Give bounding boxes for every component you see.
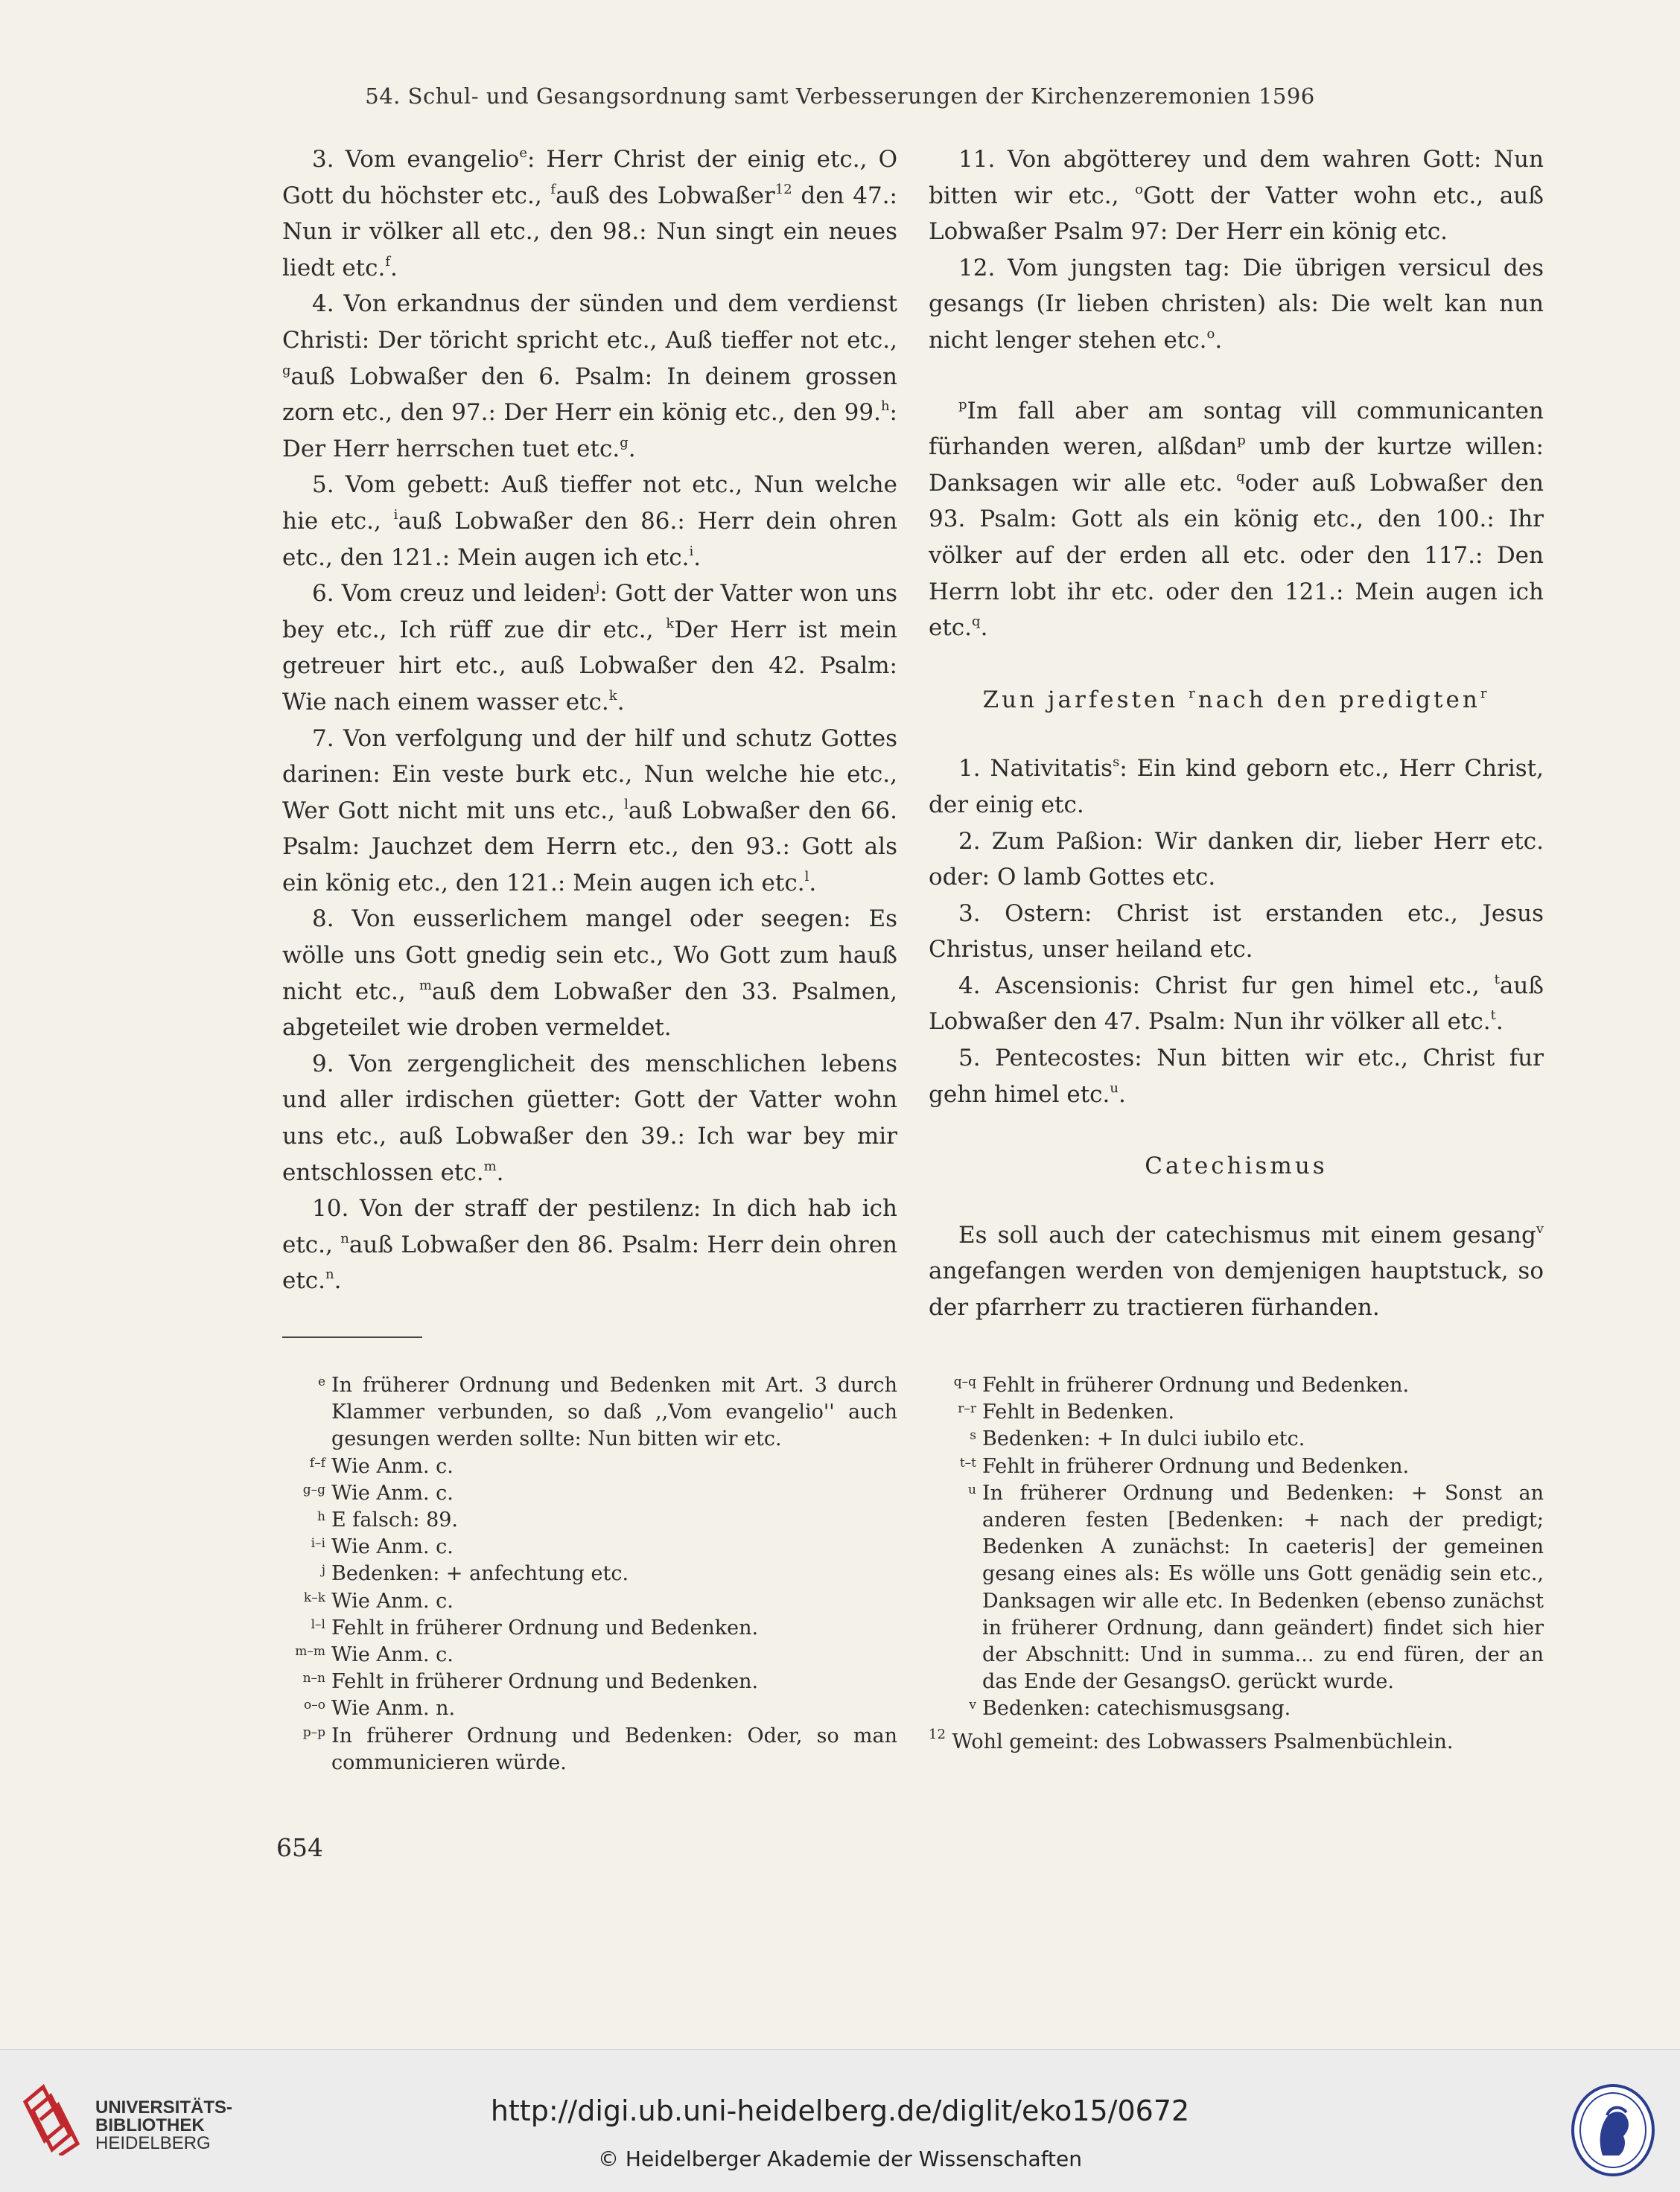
footnote bbox=[282, 1723, 897, 1777]
body-paragraph bbox=[282, 141, 897, 286]
body-paragraph bbox=[929, 393, 1544, 646]
footnote-mark: o–o bbox=[304, 1698, 325, 1713]
note-marker: m bbox=[419, 977, 432, 993]
page-number: 654 bbox=[276, 1833, 323, 1862]
body-paragraph bbox=[282, 721, 897, 902]
body-paragraph bbox=[282, 286, 897, 467]
footnote bbox=[929, 1399, 1544, 1426]
text-run: 4. Von erkandnus der sünden und dem verdienst Christi: Der töricht spricht etc., Auß tieffer not etc., bbox=[282, 290, 897, 354]
text-run: 5. Pentecostes: Nun bitten wir etc., Christ fur gehn himel etc. bbox=[929, 1045, 1544, 1108]
right-paragraphs-a bbox=[929, 141, 1544, 359]
body-paragraph bbox=[929, 823, 1544, 896]
text-run: Zun jarfesten bbox=[982, 686, 1189, 713]
footnotes-right-list bbox=[929, 1372, 1544, 1723]
note-marker: o bbox=[1135, 181, 1143, 197]
text-run: Der Herr ist mein getreuer hirt etc., auß Lobwaßer den 42. Psalm: Wie nach einem wasser etc. bbox=[282, 616, 897, 716]
text-run: : Ein kind geborn etc., Herr Christ, der einig etc. bbox=[929, 755, 1544, 818]
footnote-mark: k–k bbox=[303, 1590, 325, 1605]
text-run: Gott der Vatter wohn etc., auß Lobwaßer Psalm 97: Der Herr ein könig etc. bbox=[929, 182, 1544, 246]
footnote bbox=[282, 1534, 897, 1561]
footnote-mark: 12 bbox=[929, 1726, 946, 1742]
note-marker: n bbox=[325, 1267, 334, 1283]
footnote-text: Bedenken: + anfechtung etc. bbox=[331, 1562, 629, 1586]
body-paragraph bbox=[282, 1191, 897, 1299]
footnote-mark: m–m bbox=[295, 1644, 325, 1660]
footnote bbox=[929, 1480, 1544, 1696]
note-marker: n bbox=[340, 1230, 349, 1246]
footnote bbox=[282, 1453, 897, 1480]
note-marker: l bbox=[804, 868, 809, 885]
note-marker: 12 bbox=[774, 181, 792, 197]
note-marker: r bbox=[1480, 685, 1490, 701]
note-marker: t bbox=[1490, 1007, 1496, 1024]
footnote-text: In früherer Ordnung und Bedenken mit Art. 3 durch Klammer verbunden, so daß ,,Vom evangelio'' auch gesungen werden sollte: Nun bitten wir etc. bbox=[331, 1374, 897, 1451]
note-marker: q bbox=[972, 614, 981, 630]
text-run: umb der kurtze willen: Danksagen wir alle etc. bbox=[929, 433, 1544, 497]
note-marker: i bbox=[689, 543, 694, 559]
footnote-text: Bedenken: + In dulci iubilo etc. bbox=[982, 1427, 1305, 1451]
library-name-line: UNIVERSITÄTS- bbox=[95, 2097, 233, 2118]
footnote-text: Wie Anm. c. bbox=[331, 1481, 454, 1505]
note-marker: v bbox=[1536, 1220, 1544, 1237]
text-run: 9. Von zergenglicheit des menschlichen lebens und aller irdischen güetter: Gott der Vatter wohn uns etc., auß Lobwaßer den 39.: Ich war bey mir entschlossen etc. bbox=[282, 1050, 897, 1186]
body-paragraph bbox=[929, 141, 1544, 250]
text-run: 6. Vom creuz und leiden bbox=[312, 580, 596, 608]
note-marker: f bbox=[385, 253, 391, 270]
text-run: 5. Vom gebett: Auß tieffer not etc., Nun welche hie etc., bbox=[282, 471, 897, 535]
note-marker: o bbox=[1206, 325, 1215, 342]
footnote-text: Wie Anm. c. bbox=[331, 1535, 454, 1559]
footnote bbox=[282, 1615, 897, 1642]
footnote-mark: h bbox=[317, 1509, 325, 1525]
text-run: . bbox=[1118, 1080, 1126, 1108]
footnote-mark: i–i bbox=[311, 1536, 325, 1552]
footnote-mark: u bbox=[968, 1482, 976, 1497]
body-paragraph bbox=[929, 968, 1544, 1040]
left-text-column bbox=[282, 141, 897, 1299]
footnote-text: Fehlt in früherer Ordnung und Bedenken. bbox=[331, 1670, 759, 1694]
footnote bbox=[282, 1642, 897, 1669]
note-marker: h bbox=[880, 398, 890, 415]
right-paragraphs-d bbox=[929, 1217, 1544, 1326]
footnote bbox=[282, 1695, 897, 1722]
footnote bbox=[929, 1372, 1544, 1399]
note-marker: l bbox=[624, 796, 629, 812]
body-paragraph bbox=[282, 1046, 897, 1191]
section-heading-catechism bbox=[929, 1148, 1544, 1185]
text-run: . bbox=[617, 688, 625, 716]
footnote-text: Wie Anm. c. bbox=[331, 1589, 454, 1613]
text-run: auß dem Lobwaßer den 33. Psalmen, abgeteilet wie droben vermeldet. bbox=[282, 978, 898, 1042]
footnote-text: Fehlt in früherer Ordnung und Bedenken. bbox=[982, 1454, 1410, 1478]
footnote-mark: r–r bbox=[958, 1401, 976, 1417]
left-paragraphs bbox=[282, 141, 897, 1299]
note-marker: j bbox=[595, 579, 600, 596]
note-marker: i bbox=[393, 506, 398, 523]
footnote bbox=[282, 1480, 897, 1507]
note-marker: k bbox=[608, 687, 617, 704]
text-run: . bbox=[1215, 326, 1223, 354]
text-run: Es soll auch der catechismus mit einem gesang bbox=[958, 1221, 1536, 1249]
note-marker: t bbox=[1494, 971, 1500, 987]
body-paragraph bbox=[282, 576, 897, 720]
text-run: auß des Lobwaßer bbox=[556, 182, 775, 209]
text-run: 3. Ostern: Christ ist erstanden etc., Jesus Christus, unser heiland etc. bbox=[929, 899, 1544, 963]
footnote bbox=[282, 1588, 897, 1615]
footnotes-left bbox=[282, 1372, 897, 1777]
text-run: . bbox=[628, 435, 636, 462]
footnote-text: Bedenken: catechismusgsang. bbox=[982, 1697, 1291, 1721]
text-run: . bbox=[980, 614, 988, 642]
note-marker: p bbox=[958, 396, 967, 412]
footnote-text: In früherer Ordnung und Bedenken: Oder, so man communicieren würde. bbox=[331, 1724, 897, 1774]
footnote-rule bbox=[282, 1336, 422, 1338]
footnote-mark: v bbox=[969, 1698, 976, 1713]
footnote-text: Wie Anm. c. bbox=[331, 1643, 454, 1667]
right-text-column bbox=[929, 141, 1544, 1326]
footnote-mark: t–t bbox=[959, 1455, 976, 1471]
note-marker: m bbox=[483, 1158, 497, 1174]
text-run: auß Lobwaßer den 86. Psalm: Herr dein ohren etc. bbox=[282, 1231, 897, 1295]
footnote-text: Fehlt in Bedenken. bbox=[982, 1401, 1175, 1424]
text-run: . bbox=[1495, 1008, 1504, 1036]
text-run: 1. Nativitatis bbox=[958, 755, 1113, 783]
section-heading-feasts bbox=[929, 682, 1544, 719]
text-run: 8. Von eusserlichem mangel oder seegen: Es wölle uns Gott gnedig sein etc., Wo Gott zum hauß nicht etc., bbox=[282, 905, 897, 1005]
footnote-text: E falsch: 89. bbox=[331, 1508, 459, 1532]
text-run: : Der Herr herrschen tuet etc. bbox=[282, 399, 897, 462]
footnote-text: In früherer Ordnung und Bedenken: + Sonst an anderen festen [Bedenken: + nach der predigt; Bedenken A zunächst: In caeteris] der gemeinen gesang eines als: Es wölle uns Gott genädig sein etc., Danksagen wir alle etc. In Bedenken (ebenso zunächst in früherer Ordnung, dann geändert) findet sich hier der Abschnitt: Und in summa... zu end füren, der an das Ende der GesangsO. gerückt wurde. bbox=[982, 1481, 1544, 1694]
note-marker: e bbox=[519, 145, 527, 161]
text-run: . bbox=[693, 544, 701, 571]
right-paragraphs-c bbox=[929, 751, 1544, 1112]
text-run: auß Lobwaßer den 66. Psalm: Jauchzet dem Herrn etc., den 93.: Gott als ein könig etc., den 121.: Mein augen ich etc. bbox=[282, 797, 897, 896]
text-run: 2. Zum Paßion: Wir danken dir, lieber Herr etc. oder: O lamb Gottes etc. bbox=[929, 827, 1544, 891]
footnote-mark: g–g bbox=[302, 1482, 325, 1497]
footnote-text: Fehlt in früherer Ordnung und Bedenken. bbox=[982, 1374, 1410, 1397]
text-run: . bbox=[809, 869, 817, 896]
footnote-text: Fehlt in früherer Ordnung und Bedenken. bbox=[331, 1616, 759, 1640]
footnotes-right bbox=[929, 1372, 1544, 1756]
footnote-mark: n–n bbox=[302, 1671, 325, 1686]
copyright-notice: © Heidelberger Akademie der Wissenschaften bbox=[597, 2147, 1082, 2171]
text-run: 12. Vom jungsten tag: Die übrigen versicul des gesangs (Ir lieben christen) als: Die welt kan nun nicht lenger stehen etc. bbox=[929, 254, 1544, 354]
text-run: 10. Von der straff der pestilenz: In dich hab ich etc., bbox=[282, 1195, 897, 1258]
note-marker: f bbox=[550, 181, 556, 197]
right-paragraphs-b bbox=[929, 393, 1544, 646]
body-paragraph bbox=[929, 250, 1544, 359]
paragraph-gap bbox=[929, 359, 1544, 393]
text-run: Im fall aber am sontag vill communicanten fürhanden weren, alßdan bbox=[929, 397, 1544, 461]
text-run: auß Lobwaßer den 86.: Herr dein ohren etc., den 121.: Mein augen ich etc. bbox=[282, 507, 897, 571]
text-run: 3. Vom evangelio bbox=[312, 146, 520, 173]
text-run: 7. Von verfolgung und der hilf und schutz Gottes darinen: Ein veste burk etc., Nun welche hie etc., Wer Gott nicht mit uns etc., bbox=[282, 724, 897, 824]
footnote-mark: l–l bbox=[311, 1616, 325, 1632]
footnote-text: Wohl gemeint: des Lobwassers Psalmenbüchlein. bbox=[952, 1730, 1454, 1753]
note-marker: q bbox=[1236, 468, 1245, 485]
note-marker: s bbox=[1113, 754, 1120, 771]
footnote-mark: q–q bbox=[953, 1374, 976, 1389]
footnote bbox=[929, 1453, 1544, 1480]
text-run: auß Lobwaßer den 6. Psalm: In deinem grossen zorn etc., den 97.: Der Herr ein könig etc., den 99. bbox=[282, 363, 897, 427]
digitization-footer bbox=[0, 2049, 1680, 2192]
footnote-mark: s bbox=[970, 1428, 976, 1444]
text-run: nach den predigten bbox=[1197, 686, 1480, 713]
body-paragraph bbox=[929, 1217, 1544, 1326]
note-marker: r bbox=[1189, 685, 1198, 701]
note-marker: g bbox=[282, 362, 291, 378]
text-run: auß Lobwaßer den 47. Psalm: Nun ihr völker all etc. bbox=[929, 972, 1544, 1036]
text-run: Catechismus bbox=[1145, 1153, 1328, 1180]
footnote bbox=[282, 1507, 897, 1534]
note-marker: g bbox=[620, 434, 629, 450]
text-run: : Herr Christ der einig etc., O Gott du höchster etc., bbox=[282, 146, 897, 209]
note-marker: u bbox=[1110, 1080, 1119, 1096]
text-run: . bbox=[390, 254, 398, 281]
footnote-mark: j bbox=[321, 1563, 325, 1578]
academy-seal-icon bbox=[1570, 2083, 1656, 2178]
footnote-mark: e bbox=[317, 1374, 325, 1389]
text-run: den 47.: Nun ir völker all etc., den 98.: Nun singt ein neues liedt etc. bbox=[282, 182, 897, 281]
footnote-mark: f–f bbox=[309, 1455, 325, 1471]
text-run: : Gott der Vatter won uns bey etc., Ich rüff zue dir etc., bbox=[282, 580, 898, 643]
footnote bbox=[929, 1426, 1544, 1453]
text-run: . bbox=[496, 1159, 504, 1186]
library-name-line: HEIDELBERG bbox=[95, 2133, 211, 2153]
text-run: 11. Von abgötterey und dem wahren Gott: Nun bitten wir etc., bbox=[929, 146, 1544, 209]
library-name-line: BIBLIOTHEK bbox=[95, 2115, 205, 2135]
note-marker: k bbox=[666, 615, 675, 631]
text-run: oder auß Lobwaßer den 93. Psalm: Gott als ein könig etc., den 100.: Ihr völker auf der erden all etc. oder den 117.: Den Herrn lobt ihr etc. oder den 121.: Mein augen ich etc. bbox=[929, 469, 1544, 642]
body-paragraph bbox=[929, 751, 1544, 823]
note-marker: p bbox=[1237, 433, 1246, 449]
footnote bbox=[282, 1372, 897, 1453]
editorial-footnote bbox=[929, 1726, 1544, 1756]
footnote-text: Wie Anm. c. bbox=[331, 1454, 454, 1478]
body-paragraph bbox=[282, 901, 897, 1045]
permalink-url[interactable]: http://digi.ub.uni-heidelberg.de/diglit/eko15/0672 bbox=[490, 2094, 1190, 2127]
body-paragraph bbox=[929, 896, 1544, 968]
body-paragraph bbox=[929, 1040, 1544, 1112]
running-header: 54. Schul- und Gesangsordnung samt Verbesserungen der Kirchenzeremonien 1596 bbox=[365, 83, 1315, 109]
text-run: . bbox=[334, 1267, 342, 1295]
body-paragraph bbox=[282, 467, 897, 576]
footnote bbox=[282, 1669, 897, 1695]
text-run: angefangen werden von demjenigen hauptstuck, so der pfarrherr zu tractieren fürhanden. bbox=[929, 1258, 1544, 1322]
footnote bbox=[282, 1561, 897, 1587]
text-run: 4. Ascensionis: Christ fur gen himel etc., bbox=[958, 972, 1495, 999]
footnote-text: Wie Anm. n. bbox=[331, 1697, 456, 1721]
footnote bbox=[929, 1695, 1544, 1722]
footnote-mark: p–p bbox=[302, 1724, 325, 1740]
